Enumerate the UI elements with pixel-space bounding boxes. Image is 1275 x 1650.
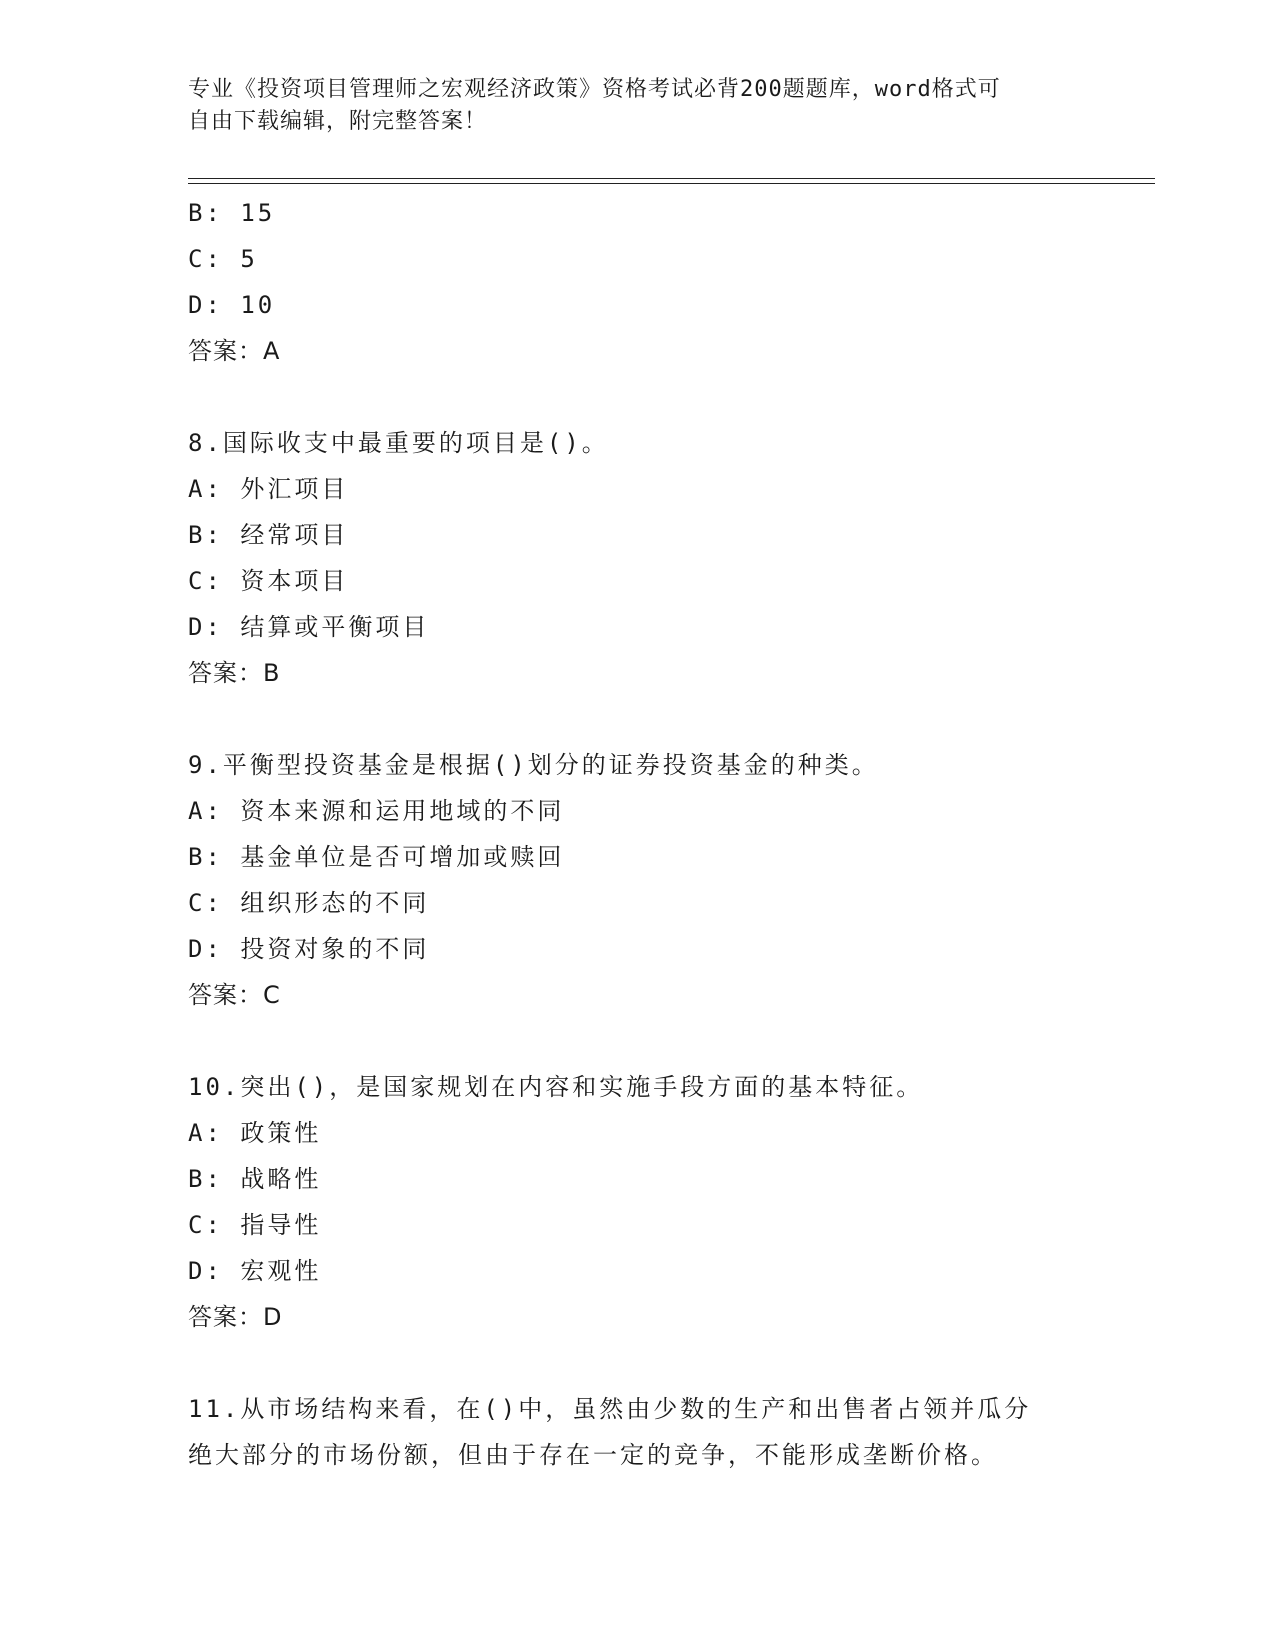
question-text: 8.国际收支中最重要的项目是()。 — [188, 429, 609, 457]
question-9 — [188, 742, 1088, 1018]
option-c: C: 组织形态的不同 — [188, 889, 430, 917]
answer-label: 答案：C — [188, 981, 281, 1009]
question-10 — [188, 1064, 1088, 1340]
option-b: B: 经常项目 — [188, 521, 349, 549]
option-c: C: 指导性 — [188, 1211, 322, 1239]
document-body — [188, 190, 1088, 1478]
question-8 — [188, 420, 1088, 696]
option-a: A: 资本来源和运用地域的不同 — [188, 797, 565, 825]
option-b: B: 基金单位是否可增加或赎回 — [188, 843, 565, 871]
option-a: A: 外汇项目 — [188, 475, 349, 503]
question-text: 9.平衡型投资基金是根据()划分的证券投资基金的种类。 — [188, 751, 879, 779]
spacer — [188, 1340, 1088, 1386]
answer-label: 答案：A — [188, 337, 281, 365]
option-d: D: 10 — [188, 291, 276, 319]
option-c: C: 资本项目 — [188, 567, 349, 595]
question-text-line-2: 绝大部分的市场份额，但由于存在一定的竞争，不能形成垄断价格。 — [188, 1441, 998, 1469]
header-line-1: 专业《投资项目管理师之宏观经济政策》资格考试必背200题题库，word格式可 — [188, 77, 1001, 102]
spacer — [188, 1018, 1088, 1064]
header-divider-top — [188, 178, 1155, 179]
question-text-line-1: 11.从市场结构来看，在()中，虽然由少数的生产和出售者占领并瓜分 — [188, 1395, 1032, 1423]
answer-label: 答案：D — [188, 1303, 283, 1331]
question-7-tail — [188, 190, 1088, 374]
document-header — [188, 74, 1088, 138]
spacer — [188, 374, 1088, 420]
option-d: D: 宏观性 — [188, 1257, 322, 1285]
option-a: A: 政策性 — [188, 1119, 322, 1147]
header-line-2: 自由下载编辑，附完整答案！ — [188, 109, 488, 134]
option-d: D: 投资对象的不同 — [188, 935, 430, 963]
option-b: B: 战略性 — [188, 1165, 322, 1193]
header-divider-bottom — [188, 183, 1155, 184]
option-d: D: 结算或平衡项目 — [188, 613, 430, 641]
option-c: C: 5 — [188, 245, 258, 273]
question-text: 10.突出()，是国家规划在内容和实施手段方面的基本特征。 — [188, 1073, 924, 1101]
spacer — [188, 696, 1088, 742]
answer-label: 答案：B — [188, 659, 281, 687]
question-11 — [188, 1386, 1088, 1478]
option-b: B: 15 — [188, 199, 276, 227]
